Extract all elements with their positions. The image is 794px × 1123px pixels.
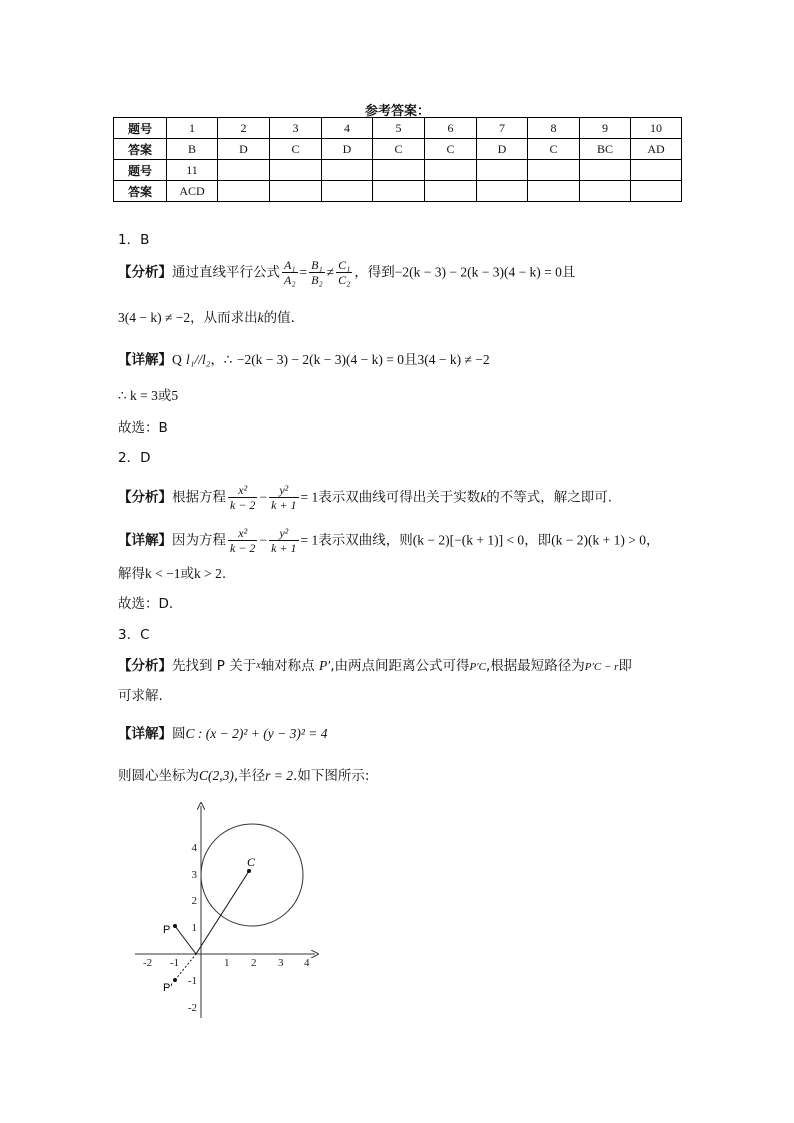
page-title: 参考答案：: [365, 104, 431, 119]
equation: = 1: [300, 489, 319, 505]
fraction-denominator: B₂: [311, 273, 323, 287]
q2-analysis: 【分析】根据方程 $\frac{\text{x²}}{k - 2}$ − $\frac{\text{y²}}{k + 1}$ = 1表示双曲线可得出关于实数k的不等式，解之即可.: [118, 483, 613, 512]
inequality: k > 2: [193, 566, 222, 581]
fraction-numerator: y²: [269, 483, 298, 498]
table-cell: [580, 181, 631, 202]
fraction-denominator: C₂: [338, 273, 351, 287]
fraction-denominator: A₂: [284, 273, 296, 287]
table-cell: [580, 160, 631, 181]
fraction-x: [228, 526, 257, 555]
q1-detail-q: Q: [172, 352, 182, 367]
x-tick-label: 3: [278, 957, 284, 969]
table-cell: [373, 181, 425, 202]
table-cell: D: [477, 139, 528, 160]
table-cell: D: [218, 139, 270, 160]
q3-detail: [118, 724, 328, 744]
segment-to-c: [196, 871, 249, 954]
table-cell: 1: [167, 118, 218, 139]
y-tick-label: 1: [191, 922, 197, 934]
q1-analysis: 【分析】通过直线平行公式 $\frac{\text{A₁}}{\text{A₂}}$ = $\frac{\text{B₁}}{\text{B₂}}$ ≠ $\frac{\text{C₁}}{\text{C₂}}$ ，得到−2(k − 3) − 2(k − 3)(4 − k) = 0且: [118, 258, 576, 287]
table-cell: [218, 160, 270, 181]
equation: 3(4 − k) ≠ −2: [417, 352, 490, 367]
detail-tag: 【详解】: [118, 352, 172, 368]
fraction-a: [282, 258, 298, 287]
q3-analysis-cont: 可求解.: [118, 688, 163, 704]
y-tick-label: -2: [187, 1002, 197, 1014]
q3-analysis: [118, 656, 632, 677]
y-tick-label: 4: [191, 842, 197, 854]
table-cell: [631, 160, 682, 181]
fraction-numerator: A₁: [284, 258, 296, 272]
q2-detail-text-d: ，: [646, 532, 660, 549]
table-cell: C: [425, 139, 477, 160]
label-p-prime: P′: [163, 982, 173, 994]
fraction-numerator: B₁: [311, 258, 323, 272]
table-cell: 9: [580, 118, 631, 139]
table-row: [114, 160, 682, 181]
point-p-prime: P′: [318, 658, 331, 673]
q2-analysis-text-c: 的不等式，解之即可.: [486, 489, 613, 506]
table-cell: C: [270, 139, 322, 160]
x-tick-labels: [143, 957, 310, 969]
y-tick-label: 2: [191, 895, 197, 907]
table-cell: [322, 181, 373, 202]
q3-analysis-text-a: 先找到 P 关于: [172, 658, 257, 674]
circle: [201, 824, 303, 926]
table-cell: [528, 160, 580, 181]
x-tick-label: -2: [143, 957, 153, 969]
inequality: (k − 2)[−(k + 1)] < 0: [412, 532, 525, 548]
q2-analysis-text-b: 表示双曲线可得出关于实数: [318, 489, 481, 506]
q2-solve-a: 解得: [118, 566, 145, 582]
table-cell: 6: [425, 118, 477, 139]
table-row: [114, 181, 682, 202]
y-tick-labels: [188, 842, 198, 1014]
table-cell: C: [528, 139, 580, 160]
x-tick-label: -1: [170, 957, 180, 969]
distance-pc-r: P′C − r: [584, 661, 619, 673]
q1-heading: 1．B: [118, 232, 150, 248]
table-cell: [477, 160, 528, 181]
x-tick-label: 1: [224, 957, 230, 969]
fraction-denominator: k − 2: [230, 498, 256, 512]
q3-analysis-text-d: ,根据最短路径为: [485, 658, 585, 674]
q3-center: [118, 766, 369, 786]
variable-k: k: [480, 489, 487, 505]
table-cell: [270, 160, 322, 181]
q2-choose: 故选：D.: [118, 596, 174, 612]
q1-result-b: 5: [171, 388, 179, 403]
q1-detail-therefore: ，∴: [210, 352, 233, 368]
q3-analysis-text-b: 轴对称点: [260, 658, 315, 674]
variable-x: x: [256, 660, 261, 671]
center-point: C(2,3): [199, 768, 234, 783]
table-cell: [528, 181, 580, 202]
q2-detail-text-a: 因为方程: [172, 532, 226, 549]
table-cell: AD: [631, 139, 682, 160]
fraction-y: [269, 526, 298, 555]
q1-analysis-text-d: 的值.: [263, 310, 295, 326]
fraction-x: [228, 483, 257, 512]
table-row: [114, 118, 682, 139]
table-cell: B: [167, 139, 218, 160]
table-cell: 7: [477, 118, 528, 139]
equation: = 1: [300, 532, 319, 548]
q1-result-or: 或: [157, 388, 172, 404]
table-cell: D: [322, 139, 373, 160]
q1-analysis-cont: [118, 308, 295, 328]
table-cell: C: [373, 139, 425, 160]
table-cell: [218, 181, 270, 202]
q3-analysis-text-e: 即: [618, 658, 632, 674]
table-cell: [425, 181, 477, 202]
fraction-c: [336, 258, 352, 287]
table-cell: [322, 160, 373, 181]
radius: r = 2: [265, 768, 294, 783]
q2-detail: 【详解】因为方程 $\frac{\text{x²}}{k - 2}$ − $\frac{\text{y²}}{k + 1}$ = 1表示双曲线，则(k − 2)[−(k + 1)] < 0，即(k − 2)(k + 1) > 0，: [118, 526, 660, 555]
table-cell: 答案: [114, 139, 167, 160]
y-tick-label: 3: [191, 869, 197, 881]
table-cell: [425, 160, 477, 181]
x-tick-label: 2: [251, 957, 257, 969]
circle-equation: C : (x − 2)² + (y − 3)² = 4: [185, 726, 328, 741]
q3-detail-text-a: 圆: [172, 726, 186, 742]
q1-analysis-text-c: ，从而求出: [190, 310, 258, 326]
q3-heading: 3．C: [118, 627, 150, 643]
q3-center-b: ,半径: [233, 768, 266, 784]
table-cell: 5: [373, 118, 425, 139]
q3-center-a: 则圆心坐标为: [118, 768, 199, 784]
table-cell: [270, 181, 322, 202]
answer-table: [113, 117, 682, 202]
detail-tag: 【详解】: [118, 726, 172, 742]
distance-pc: P′C: [469, 661, 486, 673]
fraction-denominator: k − 2: [230, 541, 256, 555]
parallel-lines: l₁//l₂: [186, 352, 211, 367]
equation: −2(k − 3) − 2(k − 3)(4 − k) = 0: [394, 264, 562, 280]
fraction-numerator: y²: [269, 526, 298, 541]
fraction-denominator: k + 1: [271, 498, 297, 512]
inequality: (k − 2)(k + 1) > 0: [551, 532, 647, 548]
fraction-y: [269, 483, 298, 512]
table-cell: 题号: [114, 118, 167, 139]
table-row: [114, 139, 682, 160]
fraction-numerator: C₁: [338, 258, 351, 272]
equation: 3(4 − k) ≠ −2: [118, 310, 191, 325]
q3-analysis-text-c: ,由两点间距离公式可得: [330, 658, 470, 674]
q1-result: [118, 386, 178, 406]
q1-result-a: ∴ k = 3: [118, 388, 158, 403]
table-cell: 答案: [114, 181, 167, 202]
q1-analysis-and: 且: [561, 264, 576, 281]
q2-solve-end: .: [221, 566, 227, 582]
table-cell: 8: [528, 118, 580, 139]
table-cell: [373, 160, 425, 181]
q2-heading: 2．D: [118, 450, 151, 466]
table-cell: 4: [322, 118, 373, 139]
q2-analysis-text-a: 根据方程: [172, 489, 226, 506]
analysis-tag: 【分析】: [118, 489, 172, 506]
fraction-b: [309, 258, 325, 287]
fraction-numerator: x²: [228, 483, 257, 498]
fraction-denominator: k + 1: [271, 541, 297, 555]
detail-tag: 【详解】: [118, 532, 172, 549]
label-c: C: [247, 855, 256, 869]
q1-analysis-text-b: ，得到: [354, 264, 395, 281]
table-cell: [477, 181, 528, 202]
q2-detail-text-c: ，即: [524, 532, 552, 549]
q2-solve: [118, 564, 226, 584]
variable-k: k: [257, 310, 264, 325]
table-cell: 3: [270, 118, 322, 139]
fraction-numerator: x²: [228, 526, 257, 541]
coordinate-figure: [125, 800, 325, 1025]
table-cell: 2: [218, 118, 270, 139]
table-cell: ACD: [167, 181, 218, 202]
table-cell: 10: [631, 118, 682, 139]
analysis-tag: 【分析】: [118, 658, 172, 674]
equation: −2(k − 3) − 2(k − 3)(4 − k) = 0: [236, 352, 404, 367]
q3-center-c: .如下图所示:: [293, 768, 370, 784]
table-cell: 11: [167, 160, 218, 181]
label-p: P: [163, 924, 171, 936]
q2-solve-or: 或: [180, 566, 194, 582]
q1-choose: 故选：B: [118, 420, 168, 436]
x-tick-label: 4: [304, 957, 310, 969]
inequality: k < −1: [145, 566, 181, 581]
y-tick-label: -1: [187, 975, 197, 987]
table-cell: [631, 181, 682, 202]
table-cell: 题号: [114, 160, 167, 181]
q1-detail: [118, 350, 490, 370]
q1-detail-and: 且: [403, 352, 418, 368]
q2-detail-text-b: 表示双曲线，则: [318, 532, 413, 549]
analysis-tag: 【分析】: [118, 264, 172, 281]
q1-analysis-text-a: 通过直线平行公式: [172, 264, 280, 281]
table-cell: BC: [580, 139, 631, 160]
